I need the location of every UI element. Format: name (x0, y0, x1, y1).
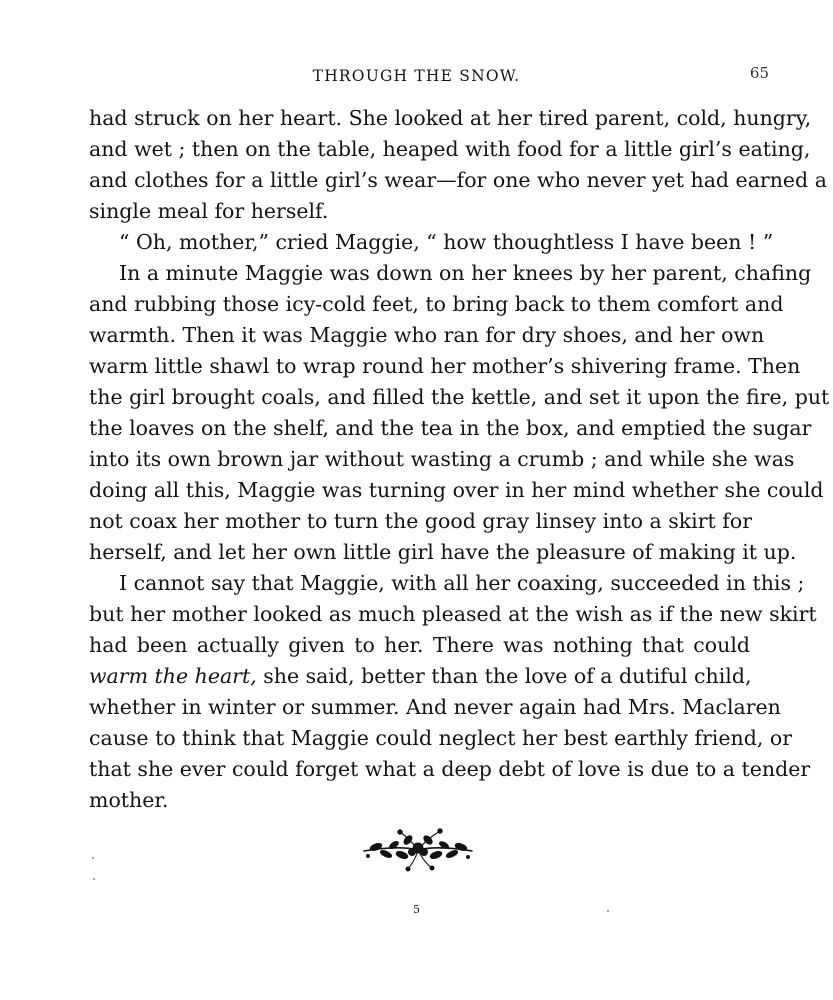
text-line: whether in winter or summer. And never again had Mrs. Maclaren (89, 695, 781, 719)
body-text (89, 103, 830, 816)
signature-mark: 5 (413, 903, 420, 916)
text-line: that she ever could forget what a deep debt of love is due to a tender (89, 757, 811, 781)
text-line: but her mother looked as much pleased at the wish as if the new skirt (89, 602, 817, 626)
running-head (0, 64, 833, 88)
text-line: and rubbing those icy-cold feet, to bring back to them comfort and (89, 292, 784, 316)
text-line: into its own brown jar without wasting a crumb ; and while she was (89, 447, 795, 471)
text-line: single meal for herself. (89, 199, 329, 223)
floral-vignette-icon (362, 826, 474, 872)
text-run: she said, better than the love of a dutiful child, (256, 664, 752, 688)
paper-speck (92, 857, 94, 859)
page-number: 65 (749, 64, 769, 82)
text-line: mother. (89, 788, 169, 812)
text-line: the girl brought coals, and filled the kettle, and set it upon the fire, put (89, 385, 830, 409)
running-title: THROUGH THE SNOW. (312, 67, 521, 85)
text-line: and clothes for a little girl’s wear—for one who never yet had earned a (89, 168, 827, 192)
text-line: In a minute Maggie was down on her knees by her parent, chafing (119, 261, 812, 285)
text-line: warm little shawl to wrap round her mother’s shivering frame. Then (89, 354, 801, 378)
text-line (89, 661, 750, 692)
italic-phrase: warm the heart, (89, 664, 257, 688)
text-line: and wet ; then on the table, heaped with food for a little girl’s eating, (89, 137, 811, 161)
text-line: had been actually given to her. There was nothing that could (89, 633, 750, 657)
text-line: doing all this, Maggie was turning over in her mind whether she could (89, 478, 824, 502)
text-line: I cannot say that Maggie, with all her coaxing, succeeded in this ; (119, 571, 805, 595)
paper-speck (607, 910, 609, 912)
text-line: had struck on her heart. She looked at her tired parent, cold, hungry, (89, 106, 812, 130)
text-line: not coax her mother to turn the good gray linsey into a skirt for (89, 509, 753, 533)
text-line: “ Oh, mother,” cried Maggie, “ how thoughtless I have been ! ” (119, 230, 774, 254)
text-line: warmth. Then it was Maggie who ran for dry shoes, and her own (89, 323, 765, 347)
text-line: cause to think that Maggie could neglect her best earthly friend, or (89, 726, 792, 750)
text-line: herself, and let her own little girl have the pleasure of making it up. (89, 540, 797, 564)
paper-speck (93, 878, 95, 880)
text-line: the loaves on the shelf, and the tea in the box, and emptied the sugar (89, 416, 812, 440)
